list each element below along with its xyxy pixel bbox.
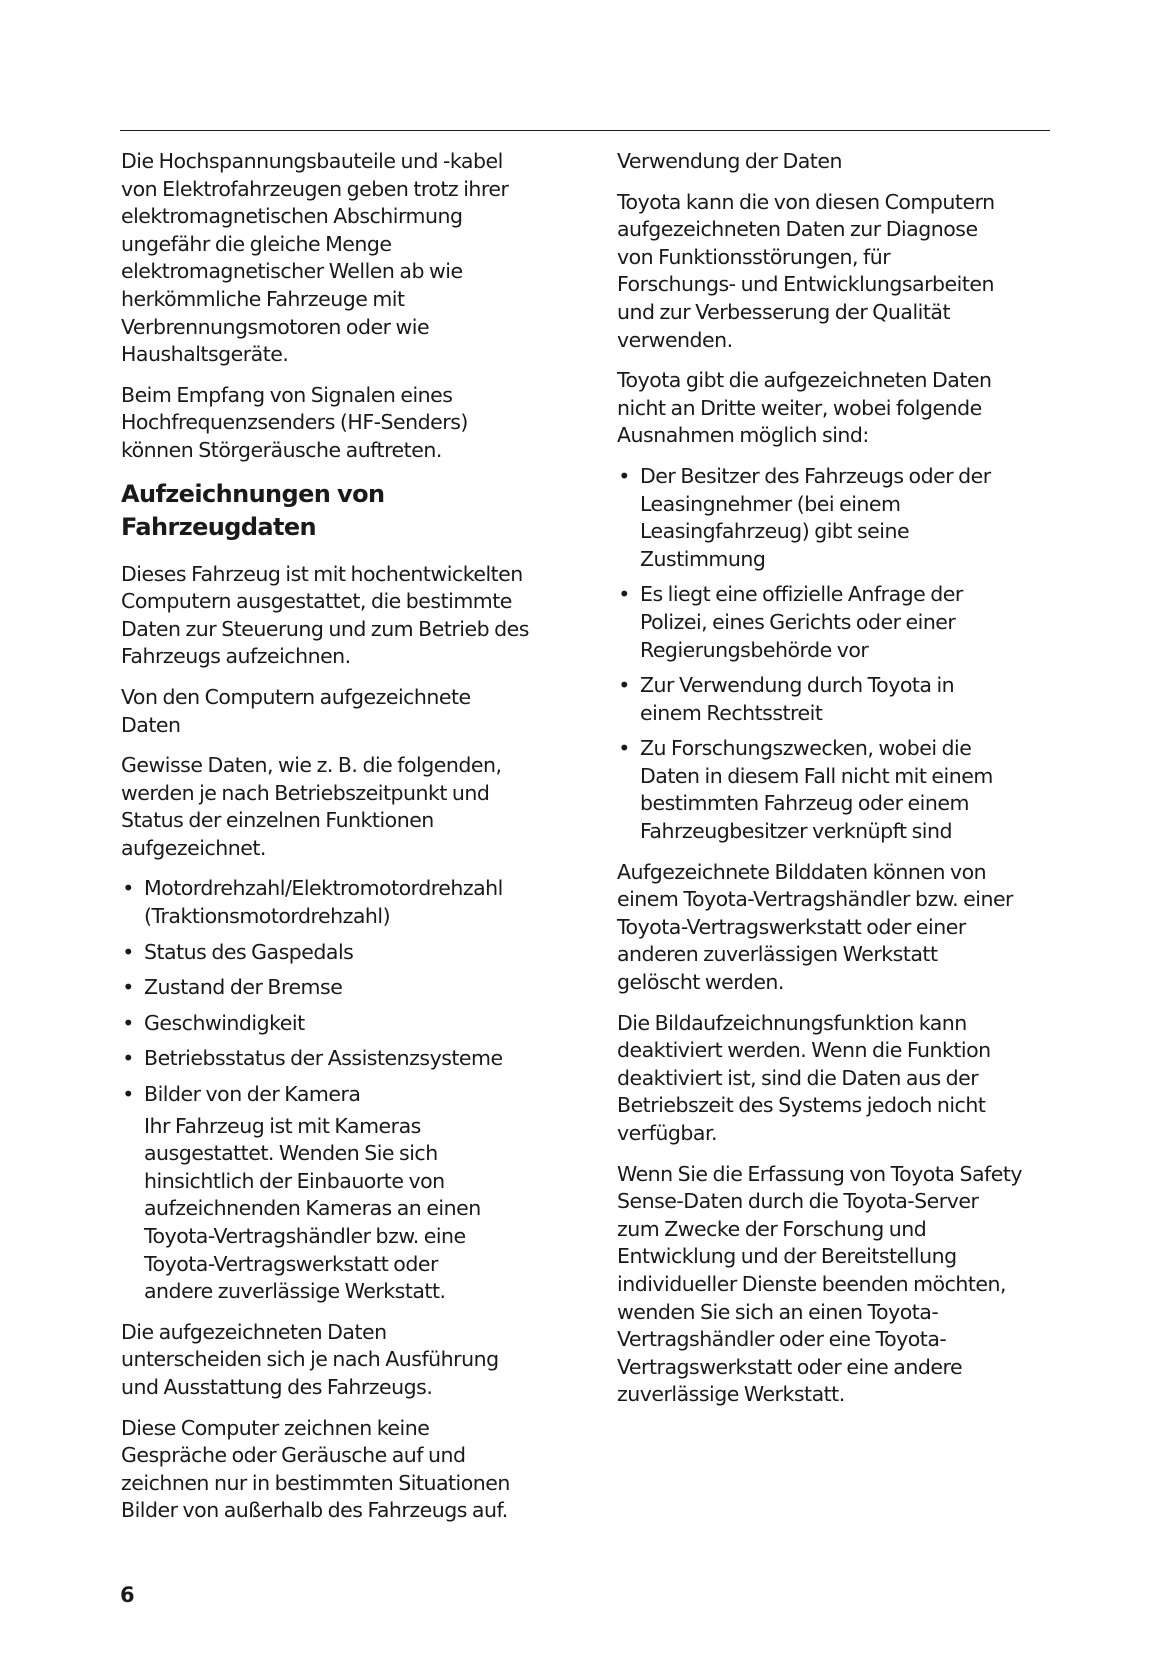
bullet-icon: •	[122, 876, 134, 901]
bullet-icon: •	[122, 1082, 134, 1107]
subheading-recorded-data: Von den Computern aufgezeichnete Daten	[121, 684, 471, 737]
list-item: • Status des Gaspedals	[121, 939, 571, 967]
top-divider	[120, 130, 1050, 131]
bullet-icon: •	[122, 1046, 134, 1071]
right-column	[617, 148, 1057, 1422]
bullet-icon: •	[122, 939, 134, 964]
bullet-icon: •	[618, 673, 630, 698]
bullet-icon: •	[618, 582, 630, 607]
paragraph-image-recording-disable: Die Bildaufzeichnungsfunktion kann deaktiviert werden. Wenn die Funktion deaktiviert ist, sind die Daten aus der Betriebszeit des Systems jedoch nicht verfügbar.	[617, 1010, 991, 1145]
paragraph-hv-emission: Die Hochspannungsbauteile und -kabel von Elektrofahrzeugen geben trotz ihrer elektromagnetischen Abschirmung ungefähr die gleiche Menge elektromagnetischer Wellen ab wie herkömmliche Fahrzeuge mit Verbrennungsmotoren oder wie Haushaltsgeräte.	[121, 149, 509, 367]
page-number: 6	[120, 1583, 135, 1607]
bullet-icon: •	[122, 975, 134, 1000]
bullet-icon: •	[618, 736, 630, 761]
list-item: • Betriebsstatus der Assistenzsysteme	[121, 1045, 571, 1073]
paragraph-rf-interference: Beim Empfang von Signalen eines Hochfrequenzsenders (HF-Senders) können Störgeräusche auftreten.	[121, 382, 468, 462]
recorded-data-list	[121, 875, 571, 1305]
paragraph-image-deletion: Aufgezeichnete Bilddaten können von einem Toyota-Vertragshändler bzw. einer Toyota-Vertragswerkstatt oder einer anderen zuverlässigen Werkstatt gelöscht werden.	[617, 859, 1013, 995]
bullet-icon: •	[122, 1010, 134, 1035]
paragraph-data-varies: Die aufgezeichneten Daten unterscheiden sich je nach Ausführung und Ausstattung des Fahrzeugs.	[121, 1319, 499, 1399]
left-column	[121, 148, 571, 1538]
paragraph-safety-sense-optout: Wenn Sie die Erfassung von Toyota Safety Sense-Daten durch die Toyota-Server zum Zwecke der Forschung und Entwicklung und der Bereitstellung individueller Dienste beenden möchten, wenden Sie sich an einen Toyota- Vertragshändler oder eine Toyota- Vertragswerkstatt oder eine andere zuverlässige Werkstatt.	[617, 1161, 1023, 1407]
subheading-data-usage: Verwendung der Daten	[617, 149, 842, 173]
list-item: • Zustand der Bremse	[121, 974, 571, 1002]
paragraph-computers: Dieses Fahrzeug ist mit hochentwickelten Computern ausgestattet, die bestimmte Daten zur Steuerung und zum Betrieb des Fahrzeugs aufzeichnen.	[121, 561, 529, 669]
paragraph-recorded-list-intro: Gewisse Daten, wie z. B. die folgenden, werden je nach Betriebszeitpunkt und Status der einzelnen Funktionen aufgezeichnet.	[121, 753, 502, 860]
paragraph-no-audio: Diese Computer zeichnen keine Gespräche oder Geräusche auf und zeichnen nur in bestimmten Situationen Bilder von außerhalb des Fahrzeugs auf.	[121, 1415, 510, 1523]
paragraph-third-parties: Toyota gibt die aufgezeichneten Daten nicht an Dritte weiter, wobei folgende Ausnahmen möglich sind:	[617, 368, 992, 448]
list-item: • Motordrehzahl/Elektromotordrehzahl (Traktionsmotordrehzahl)	[122, 876, 503, 929]
section-heading-vehicle-data: Aufzeichnungen von Fahrzeugdaten	[121, 479, 385, 541]
list-item: • Zu Forschungszwecken, wobei die Daten in diesem Fall nicht mit einem bestimmten Fahrzeug oder einem Fahrzeugbesitzer verknüpft sind	[618, 736, 993, 844]
camera-note: Ihr Fahrzeug ist mit Kameras ausgestattet. Wenden Sie sich hinsichtlich der Einbauorte von aufzeichnenden Kameras an einen Toyota-Vertragshändler bzw. eine Toyota-Vertragswerkstatt oder andere zuverlässige Werkstatt.	[144, 1113, 481, 1304]
list-item: • Geschwindigkeit	[121, 1010, 571, 1038]
list-item: • Der Besitzer des Fahrzeugs oder der Leasingnehmer (bei einem Leasingfahrzeug) gibt seine Zustimmung	[618, 463, 991, 571]
list-item: • Zur Verwendung durch Toyota in einem Rechtsstreit	[618, 673, 955, 725]
list-item: • Bilder von der Kamera Ihr Fahrzeug ist mit Kameras ausgestattet. Wenden Sie sich hinsichtlich der Einbauorte von aufzeichnenden Kameras an einen Toyota-Vertragshändler bzw. eine Toyota-Vertragswerkstatt oder andere zuverlässige Werkstatt.	[121, 1081, 571, 1306]
exceptions-list	[617, 463, 1057, 846]
bullet-icon: •	[618, 463, 630, 488]
paragraph-toyota-usage: Toyota kann die von diesen Computern aufgezeichneten Daten zur Diagnose von Funktionsstörungen, für Forschungs- und Entwicklungsarbeiten und zur Verbesserung der Qualität verwenden.	[617, 189, 995, 352]
list-item: • Es liegt eine offizielle Anfrage der Polizei, eines Gerichts oder einer Regierungsbehörde vor	[618, 582, 963, 662]
